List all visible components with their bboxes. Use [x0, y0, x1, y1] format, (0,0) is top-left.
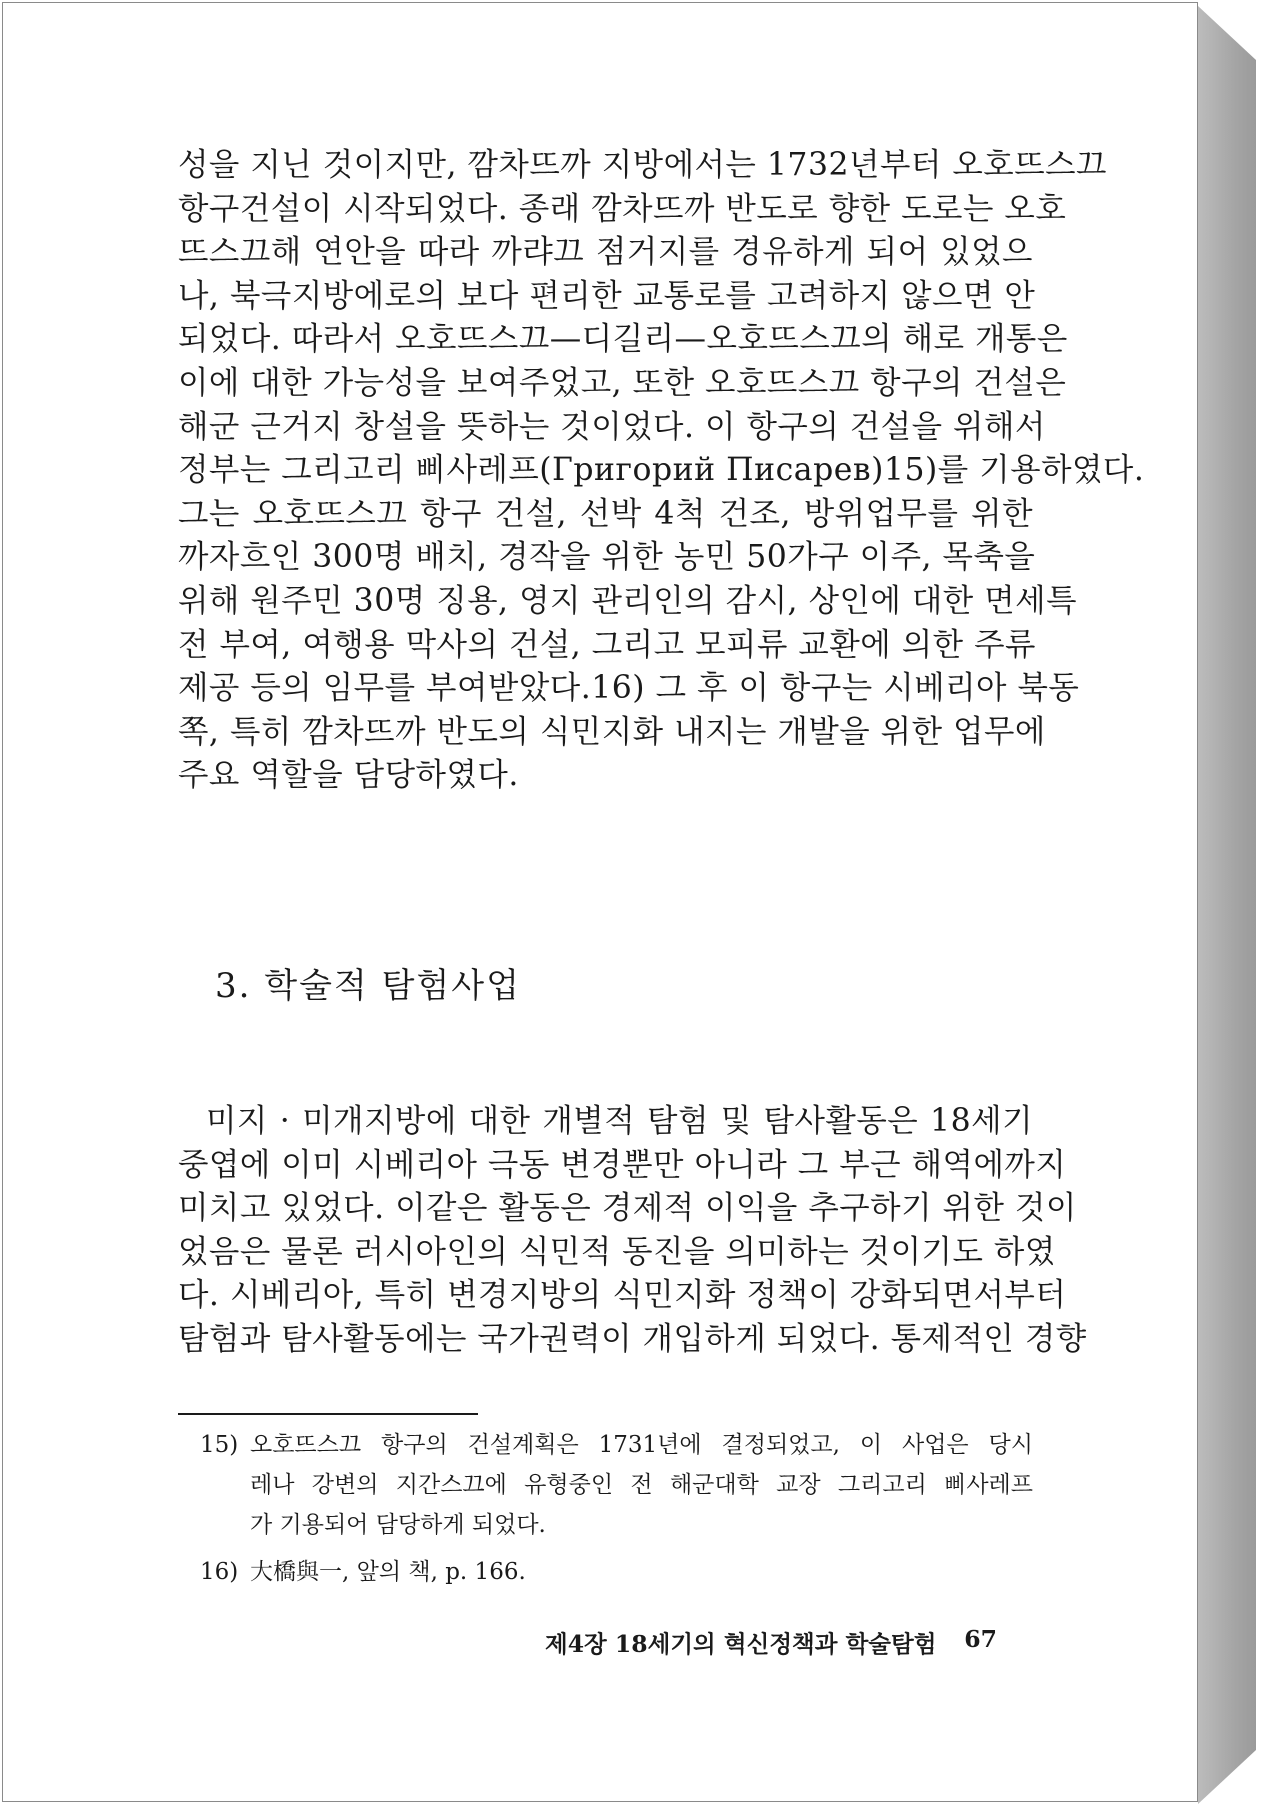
running-title: 제4장 18세기의 혁신정책과 학술탐험	[545, 1630, 937, 1658]
footnote-line: 오호뜨스끄 항구의 건설계획은 1731년에 결정되었고, 이 사업은 당시	[250, 1432, 1033, 1458]
text-line: 주요 역할을 담당하였다.	[178, 757, 519, 794]
footnote-divider	[178, 1413, 478, 1415]
text-line: 미치고 있었다. 이같은 활동은 경제적 이익을 추구하기 위한 것이	[178, 1190, 1077, 1227]
footnote-line: 레나 강변의 지간스끄에 유형중인 전 해군대학 교장 그리고리 삐사레프	[250, 1472, 1033, 1498]
footnote-text	[250, 1425, 1033, 1545]
text-line: 까자흐인 300명 배치, 경작을 위한 농민 50가구 이주, 목축을	[178, 539, 1036, 576]
page-number: 67	[964, 1625, 997, 1653]
text-line: 그는 오호뜨스끄 항구 건설, 선박 4척 건조, 방위업무를 위한	[178, 495, 1033, 532]
body-paragraph-top	[178, 144, 1145, 798]
text-line: 었음은 물론 러시아인의 식민적 동진을 의미하는 것이기도 하였	[178, 1233, 1056, 1270]
text-line: 탐험과 탐사활동에는 국가권력이 개입하게 되었다. 통제적인 경향	[178, 1320, 1087, 1357]
text-line: 해군 근거지 창설을 뜻하는 것이었다. 이 항구의 건설을 위해서	[178, 408, 1046, 445]
text-line: 정부는 그리고리 삐사레프(Григорий Писарев)15)를 기용하였다.	[178, 452, 1145, 489]
footnote-number: 16)	[200, 1559, 239, 1585]
footnote-text	[250, 1552, 1033, 1592]
text-line: 뜨스끄해 연안을 따라 까랴끄 점거지를 경유하게 되어 있었으	[178, 234, 1033, 271]
running-footer	[545, 1625, 997, 1659]
footnote-15	[200, 1425, 1033, 1545]
text-line: 위해 원주민 30명 징용, 영지 관리인의 감시, 상인에 대한 면세특	[178, 582, 1078, 619]
text-line: 쪽, 특히 깜차뜨까 반도의 식민지화 내지는 개발을 위한 업무에	[178, 713, 1046, 750]
footnote-16	[200, 1552, 1033, 1592]
text-line: 성을 지닌 것이지만, 깜차뜨까 지방에서는 1732년부터 오호뜨스끄	[178, 147, 1107, 183]
book-page-edge	[1198, 6, 1256, 1804]
section-heading: 3. 학술적 탐험사업	[215, 966, 521, 1006]
text-line: 나, 북극지방에로의 보다 편리한 교통로를 고려하지 않으면 안	[178, 277, 1036, 314]
text-line: 미지 · 미개지방에 대한 개별적 탐험 및 탐사활동은 18세기	[206, 1103, 1033, 1139]
text-line: 제공 등의 임무를 부여받았다.16) 그 후 이 항구는 시베리아 북동	[178, 670, 1080, 707]
footnote-line: 가 기용되어 담당하게 되었다.	[250, 1512, 546, 1538]
text-line: 되었다. 따라서 오호뜨스끄—디길리—오호뜨스끄의 해로 개통은	[178, 321, 1068, 358]
text-line: 중엽에 이미 시베리아 극동 변경뿐만 아니라 그 부근 해역에까지	[178, 1146, 1067, 1183]
text-line: 이에 대한 가능성을 보여주었고, 또한 오호뜨스끄 항구의 건설은	[178, 364, 1067, 401]
footnote-number: 15)	[200, 1432, 239, 1458]
text-line: 다. 시베리아, 특히 변경지방의 식민지화 정책이 강화되면서부터	[178, 1277, 1067, 1314]
body-paragraph-bottom	[178, 1100, 1087, 1362]
text-line: 항구건설이 시작되었다. 종래 깜차뜨까 반도로 향한 도로는 오호	[178, 190, 1067, 227]
footnote-line: 大橋與一, 앞의 책, p. 166.	[250, 1559, 526, 1585]
text-line: 전 부여, 여행용 막사의 건설, 그리고 모피류 교환에 의한 주류	[178, 626, 1036, 663]
